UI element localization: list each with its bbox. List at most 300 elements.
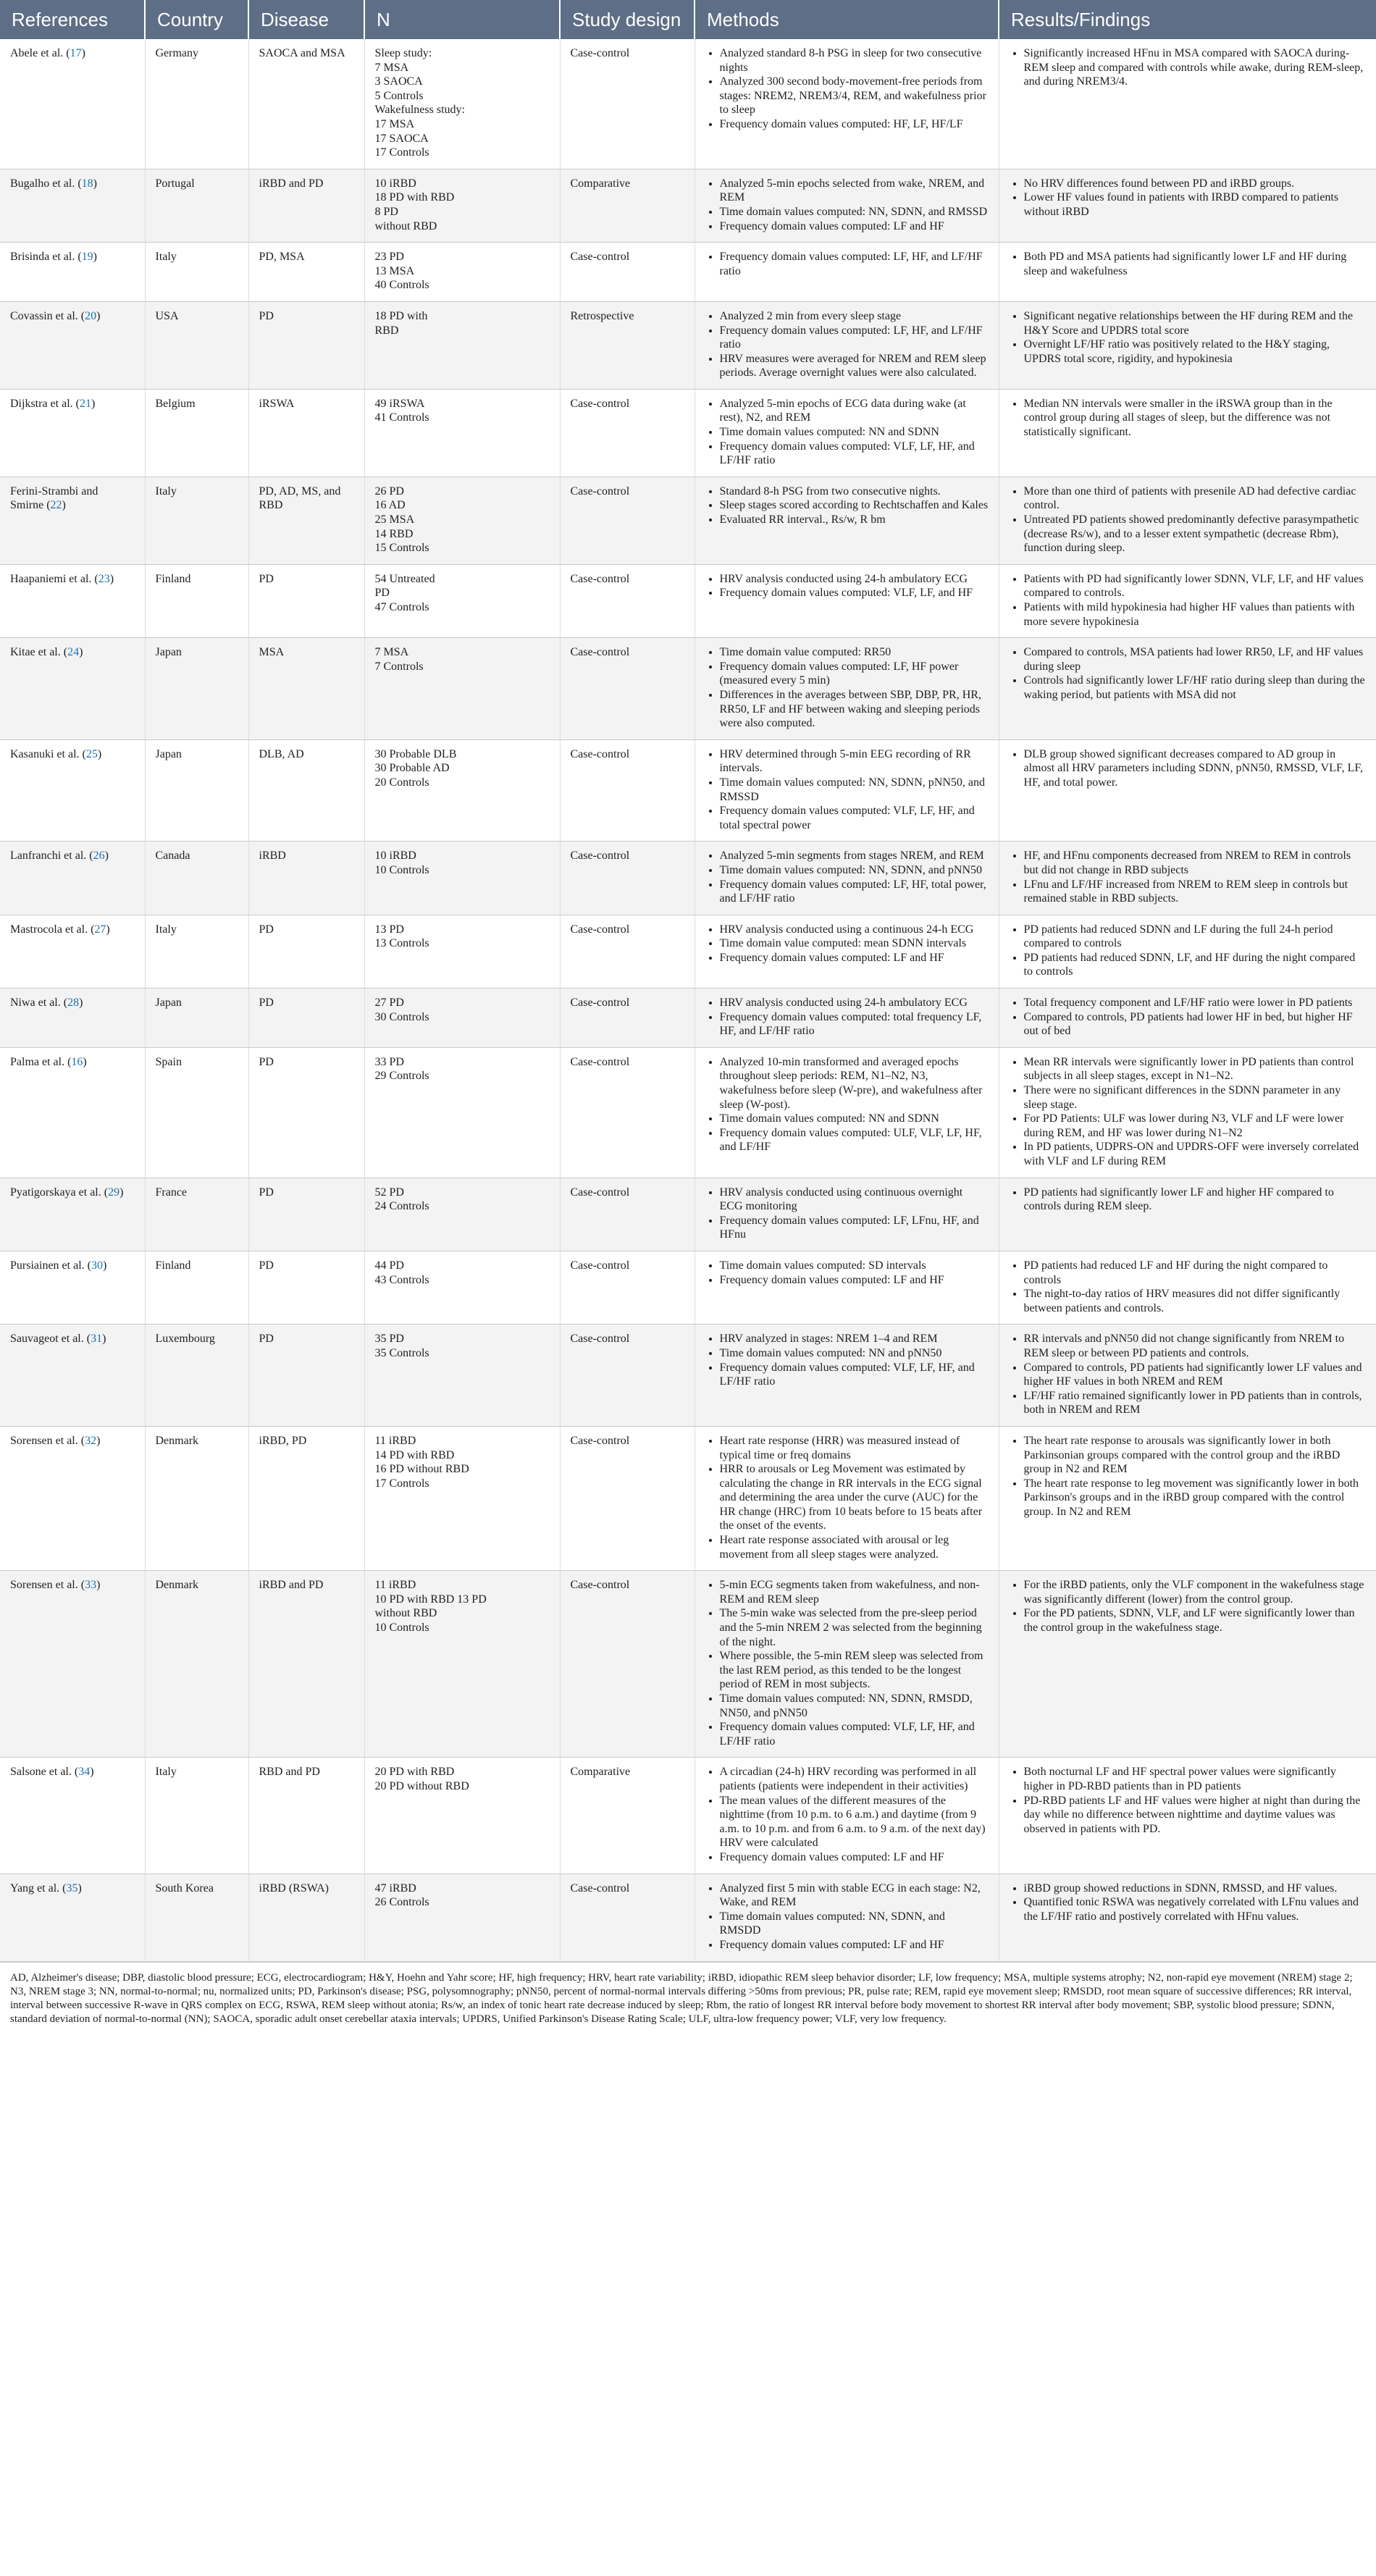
result-item: • For the iRBD patients, only the VLF component in the wakefulness stage was significantly different (lower) from the control group. — [1024, 1578, 1367, 1606]
n-line: 33 PD — [374, 1055, 404, 1068]
reference-link[interactable]: 27 — [94, 923, 106, 936]
result-item: • PD patients had reduced LF and HF during the night compared to controls — [1024, 1259, 1367, 1287]
reference-author: Bugalho et al. ( — [10, 177, 82, 190]
cell-country: Finland — [145, 564, 248, 637]
table-row — [0, 1325, 1376, 1427]
methods-list — [705, 46, 989, 132]
cell-study-design: Case-control — [560, 1874, 695, 1961]
cell-n — [364, 739, 560, 842]
cell-results — [999, 1426, 1376, 1570]
n-line: 15 Controls — [374, 542, 429, 555]
cell-n — [364, 564, 560, 637]
cell-reference — [0, 915, 145, 988]
result-item: • In PD patients, UDPRS-ON and UPDRS-OFF were inversely correlated with VLF and LF during REM — [1024, 1140, 1367, 1168]
cell-disease: PD — [248, 301, 364, 389]
method-item: • HRV analysis conducted using 24-h ambulatory ECG — [720, 572, 989, 587]
n-line: 41 Controls — [374, 411, 429, 424]
n-line: 47 Controls — [374, 601, 429, 613]
reference-link[interactable]: 31 — [91, 1333, 103, 1346]
reference-author: Salsone et al. ( — [10, 1766, 79, 1779]
cell-n — [364, 301, 560, 389]
result-item: • Untreated PD patients showed predominantly defective parasympathetic (decrease Rs/w), and to a lesser extent sympathetic (decrease Rbm), function during sleep. — [1024, 513, 1367, 555]
method-item: • HRR to arousals or Leg Movement was estimated by calculating the change in RR intervals in the ECG signal and determining the area under the curve (AUC) for the HR change (HRC) from 10 beats before to 15 beats after the onset of the events. — [720, 1462, 989, 1533]
n-line: 20 PD without RBD — [374, 1779, 469, 1792]
cell-n — [364, 169, 560, 242]
cell-disease: PD — [248, 989, 364, 1048]
cell-study-design: Case-control — [560, 564, 695, 637]
cell-country: Japan — [145, 638, 248, 740]
cell-methods — [695, 389, 999, 477]
result-item: • The night-to-day ratios of HRV measures did not differ significantly between patients and controls. — [1024, 1287, 1367, 1315]
cell-n — [364, 1325, 560, 1427]
cell-reference — [0, 243, 145, 302]
reference-close: ) — [97, 747, 102, 760]
n-line: 10 PD with RBD 13 PD — [374, 1593, 487, 1606]
methods-list — [705, 645, 989, 731]
cell-results — [999, 915, 1376, 988]
n-line: 44 PD — [374, 1259, 404, 1272]
table-row — [0, 739, 1376, 842]
result-item: • Compared to controls, MSA patients had lower RR50, LF, and HF values during sleep — [1024, 645, 1367, 674]
cell-disease: PD, AD, MS, and RBD — [248, 477, 364, 564]
reference-link[interactable]: 32 — [85, 1434, 97, 1447]
table-row — [0, 169, 1376, 242]
cell-methods — [695, 1426, 999, 1570]
cell-study-design: Case-control — [560, 989, 695, 1048]
n-line: 16 PD without RBD — [374, 1463, 469, 1476]
table-body — [0, 39, 1376, 1961]
result-item: • Compared to controls, PD patients had significantly lower LF values and higher HF values in both NREM and REM — [1024, 1361, 1367, 1389]
cell-study-design: Case-control — [560, 1251, 695, 1324]
cell-results — [999, 989, 1376, 1048]
table-row — [0, 301, 1376, 389]
cell-study-design: Case-control — [560, 389, 695, 477]
method-item: • HRV analyzed in stages: NREM 1–4 and REM — [720, 1332, 989, 1346]
method-item: • Frequency domain values computed: LF and HF — [720, 219, 989, 234]
reference-author: Dijkstra et al. ( — [10, 397, 80, 410]
method-item: • Frequency domain values computed: VLF, LF, HF, and LF/HF ratio — [720, 1361, 989, 1389]
reference-close: ) — [96, 309, 101, 322]
cell-country: Luxembourg — [145, 1325, 248, 1427]
method-item: • HRV measures were averaged for NREM and REM sleep periods. Average overnight values were also calculated. — [720, 352, 989, 380]
cell-study-design: Case-control — [560, 1047, 695, 1178]
n-line: 17 Controls — [374, 1477, 429, 1490]
method-item: • HRV analysis conducted using continuous overnight ECG monitoring — [720, 1186, 989, 1214]
reference-close: ) — [91, 397, 96, 410]
method-item: • Analyzed 300 second body-movement-free periods from stages: NREM2, NREM3/4, REM, and wakefulness prior to sleep — [720, 75, 989, 117]
cell-disease: SAOCA and MSA — [248, 39, 364, 169]
cell-disease: PD — [248, 564, 364, 637]
cell-methods — [695, 1325, 999, 1427]
table-header-row — [0, 0, 1376, 39]
cell-results — [999, 243, 1376, 302]
cell-country: USA — [145, 301, 248, 389]
result-item: • DLB group showed significant decreases compared to AD group in almost all HRV parameters including SDNN, pNN50, RMSSD, VLF, LF, HF, and total power. — [1024, 747, 1367, 790]
cell-results — [999, 1251, 1376, 1324]
n-line: 5 Controls — [374, 89, 424, 102]
methods-list — [705, 1055, 989, 1154]
result-item: • Both PD and MSA patients had significantly lower LF and HF during sleep and wakefulness — [1024, 250, 1367, 278]
cell-methods — [695, 39, 999, 169]
reference-close: ) — [102, 1333, 106, 1346]
cell-country: Italy — [145, 243, 248, 302]
reference-close: ) — [83, 1055, 87, 1068]
n-line: 14 PD with RBD — [374, 1448, 455, 1461]
table-row — [0, 638, 1376, 740]
cell-study-design: Case-control — [560, 1178, 695, 1251]
reference-link[interactable]: 19 — [81, 251, 93, 264]
cell-country: Italy — [145, 477, 248, 564]
method-item: • Frequency domain values computed: LF, HF power (measured every 5 min) — [720, 660, 989, 688]
cell-country: Japan — [145, 739, 248, 842]
results-list — [1010, 1055, 1367, 1169]
header-study-design: Study design — [560, 0, 695, 39]
n-line: 30 Controls — [374, 1010, 429, 1023]
cell-reference — [0, 1426, 145, 1570]
results-list — [1010, 1434, 1367, 1519]
n-line: 30 Probable DLB — [374, 747, 457, 760]
reference-author: Sorensen et al. ( — [10, 1579, 85, 1592]
results-list — [1010, 923, 1367, 979]
methods-list — [705, 747, 989, 833]
n-line: 10 iRBD — [374, 177, 416, 190]
reference-close: ) — [104, 849, 109, 863]
method-item: • Heart rate response (HRR) was measured instead of typical time or freq domains — [720, 1434, 989, 1462]
cell-disease: iRBD and PD — [248, 1571, 364, 1758]
cell-country: Spain — [145, 1047, 248, 1178]
results-list — [1010, 849, 1367, 905]
cell-study-design: Case-control — [560, 1571, 695, 1758]
cell-results — [999, 477, 1376, 564]
n-line: 18 PD with — [374, 309, 428, 322]
n-line: PD — [374, 587, 390, 600]
methods-list — [705, 309, 989, 380]
reference-author: Haapaniemi et al. ( — [10, 572, 98, 585]
cell-results — [999, 1758, 1376, 1874]
reference-close: ) — [93, 251, 97, 264]
result-item: • Lower HF values found in patients with IRBD compared to patients without iRBD — [1024, 190, 1367, 219]
cell-country: Finland — [145, 1251, 248, 1324]
reference-link[interactable]: 18 — [81, 177, 93, 190]
result-item: • For PD Patients: ULF was lower during N3, VLF and LF were lower during REM, and HF was lower during N1–N2 — [1024, 1112, 1367, 1140]
n-line: 3 SAOCA — [374, 75, 423, 88]
cell-study-design: Case-control — [560, 842, 695, 915]
cell-country: Italy — [145, 915, 248, 988]
n-line: 40 Controls — [374, 279, 429, 292]
cell-country: Denmark — [145, 1571, 248, 1758]
method-item: • Time domain values computed: NN and SDNN — [720, 1112, 989, 1126]
cell-reference — [0, 1758, 145, 1874]
cell-reference — [0, 739, 145, 842]
cell-reference — [0, 638, 145, 740]
result-item: • Quantified tonic RSWA was negatively correlated with LFnu values and the LF/HF ratio and postively correlated with HFnu values. — [1024, 1895, 1367, 1923]
table-row — [0, 1047, 1376, 1178]
cell-methods — [695, 243, 999, 302]
method-item: • Analyzed 2 min from every sleep stage — [720, 309, 989, 324]
header-references: References — [0, 0, 145, 39]
methods-list — [705, 1186, 989, 1242]
cell-n — [364, 1426, 560, 1570]
cell-methods — [695, 301, 999, 389]
results-list — [1010, 1578, 1367, 1635]
reference-close: ) — [79, 997, 83, 1010]
header-country: Country — [145, 0, 248, 39]
reference-close: ) — [79, 646, 83, 659]
cell-disease: PD — [248, 1178, 364, 1251]
methods-list — [705, 484, 989, 527]
reference-link[interactable]: 35 — [66, 1881, 78, 1895]
reference-link[interactable]: 22 — [50, 499, 62, 512]
cell-n — [364, 389, 560, 477]
method-item: • 5-min ECG segments taken from wakefulness, and non-REM and REM sleep — [720, 1578, 989, 1606]
cell-study-design: Case-control — [560, 477, 695, 564]
result-item: • PD patients had reduced SDNN and LF during the full 24-h period compared to controls — [1024, 923, 1367, 951]
n-line: 30 Probable AD — [374, 762, 450, 775]
result-item: • LF/HF ratio remained significantly lower in PD patients than in controls, both in NREM and REM — [1024, 1389, 1367, 1417]
method-item: • The mean values of the different measures of the nighttime (from 10 p.m. to 6 a.m.) and daytime (from 9 a.m. to 10 p.m. and from 6 a.m. to 9 a.m. of the next day) HRV were calculated — [720, 1794, 989, 1850]
n-line: 20 PD with RBD — [374, 1766, 455, 1779]
n-line: 10 Controls — [374, 863, 429, 876]
method-item: • HRV analysis conducted using 24-h ambulatory ECG — [720, 996, 989, 1010]
result-item: • Median NN intervals were smaller in the iRSWA group than in the control group during all stages of sleep, but the difference was not statistically significant. — [1024, 397, 1367, 440]
method-item: • Frequency domain values computed: total frequency LF, HF, and LF/HF ratio — [720, 1010, 989, 1039]
cell-country: Canada — [145, 842, 248, 915]
cell-n — [364, 915, 560, 988]
reference-link[interactable]: 23 — [98, 572, 110, 585]
result-item: • Significant negative relationships between the HF during REM and the H&Y Score and UPDRS total score — [1024, 309, 1367, 337]
result-item: • LFnu and LF/HF increased from NREM to REM sleep in controls but remained stable in RBD subjects. — [1024, 878, 1367, 906]
reference-link[interactable]: 34 — [78, 1766, 91, 1779]
n-line: 13 PD — [374, 923, 404, 936]
table-footnote: AD, Alzheimer's disease; DBP, diastolic blood pressure; ECG, electrocardiogram; H&Y, Hoehn and Yahr score; HF, high frequency; HRV, heart rate variability; iRBD, idiopathic REM sleep behavior disorder; LF, low frequency; MSA, multiple systems atrophy; N2, non-rapid eye movement (NREM) stage 2; N3, NREM stage 3; NN, normal-to-normal; nu, normalized units; PD, Parkinson's disease; PSG, polysomnography; pNN50, percent of normal-normal intervals differing >50ms from previous; PR, pulse rate; REM, rapid eye movement sleep; RMSDD, root mean square of successive differences; RR interval, interval between successive R-wave in QRS complex on ECG, RSWA, REM sleep without atonia; Rs/w, an index of tonic heart rate decrease induced by sleep; Rbm, the ratio of longest RR interval before body movement to shortest RR interval after body movement; SBP, systolic blood pressure; SDNN, standard deviation of normal-to-normal (NN); SAOCA, sporadic adult onset cerebellar ataxia intervals; UPDRS, Unified Parkinson's Disease Rating Scale; ULF, ultra-low frequency power; VLF, very low frequency. — [0, 1962, 1376, 2031]
cell-methods — [695, 739, 999, 842]
reference-link[interactable]: 16 — [71, 1055, 83, 1068]
n-line: 16 AD — [374, 499, 406, 512]
results-list — [1010, 572, 1367, 629]
cell-disease: PD — [248, 915, 364, 988]
n-line: 8 PD — [374, 205, 398, 218]
method-item: • Time domain values computed: NN, SDNN, pNN50, and RMSSD — [720, 776, 989, 804]
cell-study-design: Comparative — [560, 1758, 695, 1874]
cell-methods — [695, 989, 999, 1048]
cell-methods — [695, 915, 999, 988]
method-item: • Frequency domain values computed: ULF, VLF, LF, HF, and LF/HF — [720, 1126, 989, 1154]
reference-author: Brisinda et al. ( — [10, 251, 82, 264]
method-item: • Time domain values computed: NN and pNN50 — [720, 1346, 989, 1361]
cell-reference — [0, 1874, 145, 1961]
methods-list — [705, 177, 989, 233]
cell-n — [364, 1178, 560, 1251]
table-row — [0, 564, 1376, 637]
n-line: 11 iRBD — [374, 1434, 416, 1447]
cell-country: Belgium — [145, 389, 248, 477]
n-line: 17 Controls — [374, 146, 429, 159]
reference-author: Pyatigorskaya et al. ( — [10, 1186, 109, 1199]
cell-country: France — [145, 1178, 248, 1251]
method-item: • Frequency domain values computed: LF and HF — [720, 1273, 989, 1288]
cell-methods — [695, 1047, 999, 1178]
method-item: • A circadian (24-h) HRV recording was performed in all patients (patients were independent in their activities) — [720, 1765, 989, 1793]
reference-close: ) — [96, 1434, 101, 1447]
n-line: 20 Controls — [374, 776, 429, 789]
method-item: • Time domain values computed: NN and SDNN — [720, 425, 989, 440]
header-results: Results/Findings — [999, 0, 1376, 39]
method-item: • Heart rate response associated with arousal or leg movement from all sleep stages were analyzed. — [720, 1533, 989, 1561]
reference-link[interactable]: 26 — [93, 849, 105, 863]
result-item: • PD-RBD patients LF and HF values were higher at night than during the day while no difference between nighttime and daytime values was observed in patients with PD. — [1024, 1794, 1367, 1837]
header-disease: Disease — [248, 0, 364, 39]
cell-disease: MSA — [248, 638, 364, 740]
n-line: 7 MSA — [374, 61, 409, 74]
n-line: without RBD — [374, 1607, 437, 1620]
reference-author: Abele et al. ( — [10, 47, 70, 59]
method-item: • Evaluated RR interval., Rs/w, R bm — [720, 513, 989, 527]
methods-list — [705, 1578, 989, 1748]
result-item: • Patients with mild hypokinesia had higher HF values than patients with more severe hypokinesia — [1024, 600, 1367, 629]
methods-list — [705, 397, 989, 468]
result-item: • There were no significant differences in the SDNN parameter in any sleep stage. — [1024, 1083, 1367, 1112]
reference-link[interactable]: 33 — [85, 1579, 97, 1592]
method-item: • Time domain values computed: NN, SDNN, and pNN50 — [720, 863, 989, 878]
cell-results — [999, 1325, 1376, 1427]
reference-link[interactable]: 17 — [70, 47, 82, 59]
method-item: • Standard 8-h PSG from two consecutive nights. — [720, 484, 989, 499]
reference-link[interactable]: 25 — [85, 747, 98, 760]
reference-author: Ferini-Strambi and Smirne ( — [10, 484, 98, 512]
n-line: 23 PD — [374, 251, 404, 264]
result-item: • The heart rate response to leg movement was significantly lower in both Parkinson's groups and in the iRBD group compared with the control group. In N2 and REM — [1024, 1477, 1367, 1519]
reference-author: Kasanuki et al. ( — [10, 747, 86, 760]
method-item: • Analyzed 5-min segments from stages NREM, and REM — [720, 849, 989, 863]
methods-list — [705, 849, 989, 905]
cell-results — [999, 1571, 1376, 1758]
cell-results — [999, 169, 1376, 242]
n-line: 29 Controls — [374, 1070, 429, 1083]
reference-close: ) — [90, 1766, 94, 1779]
results-list — [1010, 1881, 1367, 1924]
reference-link[interactable]: 29 — [108, 1186, 120, 1199]
n-line: 17 SAOCA — [374, 132, 429, 145]
method-item: • Frequency domain values computed: LF and HF — [720, 1850, 989, 1865]
cell-study-design: Retrospective — [560, 301, 695, 389]
reference-author: Yang et al. ( — [10, 1881, 67, 1895]
reference-link[interactable]: 20 — [85, 309, 97, 322]
result-item: • HF, and HFnu components decreased from NREM to REM in controls but did not change in RBD subjects — [1024, 849, 1367, 877]
n-line: 7 MSA — [374, 646, 409, 659]
reference-link[interactable]: 28 — [67, 997, 80, 1010]
cell-reference — [0, 1047, 145, 1178]
table-row — [0, 989, 1376, 1048]
cell-results — [999, 638, 1376, 740]
cell-n — [364, 842, 560, 915]
reference-author: Palma et al. ( — [10, 1055, 72, 1068]
cell-n — [364, 243, 560, 302]
n-line: 25 MSA — [374, 513, 415, 526]
n-line: 17 MSA — [374, 117, 415, 130]
reference-author: Pursiainen et al. ( — [10, 1259, 91, 1272]
result-item: • PD patients had significantly lower LF and higher HF compared to controls during REM sleep. — [1024, 1186, 1367, 1214]
method-item: • Frequency domain values computed: VLF, LF, HF, and LF/HF ratio — [720, 1720, 989, 1748]
cell-disease: PD, MSA — [248, 243, 364, 302]
method-item: • Frequency domain values computed: VLF, LF, HF, and total spectral power — [720, 804, 989, 832]
cell-reference — [0, 389, 145, 477]
reference-close: ) — [62, 499, 66, 512]
reference-author: Kitae et al. ( — [10, 646, 68, 659]
cell-disease: RBD and PD — [248, 1758, 364, 1874]
cell-country: Portugal — [145, 169, 248, 242]
n-line: 10 Controls — [374, 1621, 429, 1635]
reference-author: Niwa et al. ( — [10, 997, 68, 1010]
cell-n — [364, 477, 560, 564]
method-item: • Sleep stages scored according to Rechtschaffen and Kales — [720, 498, 989, 513]
reference-link[interactable]: 24 — [67, 646, 80, 659]
results-list — [1010, 397, 1367, 440]
results-list — [1010, 645, 1367, 702]
method-item: • Analyzed 10-min transformed and averaged epochs throughout sleep periods: REM, N1–N2, N3, wakefulness before sleep (W-pre), and wakefulness after sleep (W-post). — [720, 1055, 989, 1112]
result-item: • More than one third of patients with presenile AD had defective cardiac control. — [1024, 484, 1367, 513]
cell-methods — [695, 1758, 999, 1874]
cell-n — [364, 1874, 560, 1961]
reference-close: ) — [96, 1579, 101, 1592]
method-item: • Frequency domain values computed: LF and HF — [720, 951, 989, 965]
method-item: • Time domain value computed: RR50 — [720, 645, 989, 660]
method-item: • Frequency domain values computed: LF and HF — [720, 1938, 989, 1952]
result-item: • Compared to controls, PD patients had lower HF in bed, but higher HF out of bed — [1024, 1010, 1367, 1039]
reference-close: ) — [77, 1881, 82, 1895]
table-row — [0, 1178, 1376, 1251]
cell-reference — [0, 169, 145, 242]
result-item: • Both nocturnal LF and HF spectral power values were significantly higher in PD-RBD patients than in PD patients — [1024, 1765, 1367, 1793]
method-item: • HRV analysis conducted using a continuous 24-h ECG — [720, 923, 989, 937]
reference-close: ) — [119, 1186, 124, 1199]
method-item: • Frequency domain values computed: LF, HF, and LF/HF ratio — [720, 324, 989, 352]
table-row — [0, 915, 1376, 988]
method-item: • Frequency domain values computed: LF, HF, and LF/HF ratio — [720, 250, 989, 278]
method-item: • Where possible, the 5-min REM sleep was selected from the last REM period, as this tended to be the longest period of REM in most subjects. — [720, 1649, 989, 1692]
cell-reference — [0, 301, 145, 389]
methods-list — [705, 1881, 989, 1952]
cell-study-design: Case-control — [560, 39, 695, 169]
result-item: • RR intervals and pNN50 did not change significantly from NREM to REM sleep or between PD patients and controls. — [1024, 1332, 1367, 1360]
method-item: • Time domain values computed: SD intervals — [720, 1259, 989, 1273]
table-row — [0, 477, 1376, 564]
cell-methods — [695, 1251, 999, 1324]
result-item: • The heart rate response to arousals was significantly lower in both Parkinsonian groups compared with the control group and the iRBD group in N2 and REM — [1024, 1434, 1367, 1477]
cell-study-design: Case-control — [560, 638, 695, 740]
n-line: 26 Controls — [374, 1896, 429, 1909]
n-line: 7 Controls — [374, 660, 424, 673]
reference-link[interactable]: 30 — [91, 1259, 103, 1272]
table-row — [0, 842, 1376, 915]
reference-close: ) — [81, 47, 85, 59]
cell-n — [364, 1047, 560, 1178]
method-item: • Differences in the averages between SBP, DBP, PR, HR, RR50, LF and HF between waking and sleeping periods were also computed. — [720, 688, 989, 731]
reference-link[interactable]: 21 — [79, 397, 91, 410]
result-item: • No HRV differences found between PD and iRBD groups. — [1024, 177, 1367, 191]
method-item: • Time domain values computed: NN, SDNN, and RMSSD — [720, 205, 989, 219]
results-list — [1010, 996, 1367, 1039]
methods-list — [705, 1765, 989, 1864]
cell-results — [999, 739, 1376, 842]
result-item: • Mean RR intervals were significantly lower in PD patients than control subjects in all sleep stages, except in N1–N2. — [1024, 1055, 1367, 1083]
cell-disease: PD — [248, 1325, 364, 1427]
reference-close: ) — [109, 572, 114, 585]
method-item: • Analyzed standard 8-h PSG in sleep for two consecutive nights — [720, 46, 989, 75]
table-row — [0, 243, 1376, 302]
cell-country: South Korea — [145, 1874, 248, 1961]
method-item: • Time domain values computed: NN, SDNN, RMSDD, NN50, and pNN50 — [720, 1692, 989, 1720]
method-item: • Frequency domain values computed: LF, HF, total power, and LF/HF ratio — [720, 878, 989, 906]
